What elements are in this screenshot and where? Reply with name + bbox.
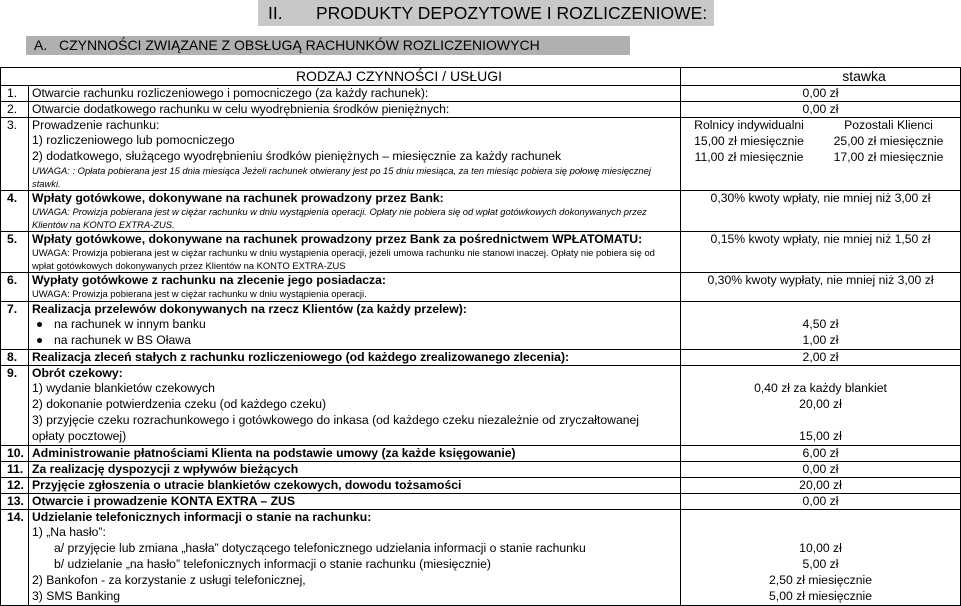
table-row (1, 365, 961, 445)
row-value: 20,00 zł (799, 396, 842, 411)
row-subitem: a/ przyjęcie lub zmiana „hasła” dotyczącego telefonicznego udzielania informacji o stanie rachunku (54, 540, 586, 555)
column-farmers: Rolnicy indywidualni (694, 118, 804, 132)
table-row (1, 461, 961, 477)
row-text: Otwarcie dodatkowego rachunku w celu wyodrębnienia środków pieniężnych: (29, 102, 681, 118)
row-note: UWAGA: Prowizja pobierana jest w ciężar rachunku w dniu wystąpienia operacji, jeżeli umowa rachunku nie stanowi inaczej. Opłaty nie pobiera się od wpłat gotówkowych dokonywanych przez Klientów na KONTO EXTRA-ZUS (32, 247, 655, 271)
row-note: UWAGA: : Opłata pobierana jest 15 dnia miesiąca Jeżeli rachunek otwierany jest po 15 dniu miesiąca, za ten miesiąc pobiera się połowę miesięcznej stawki. (32, 165, 651, 189)
row-value: 6,00 zł (681, 445, 961, 461)
row-value: 20,00 zł (681, 477, 961, 493)
table-row (1, 301, 961, 349)
row-value: 0,30% kwoty wypłaty, nie mniej niż 3,00 zł (681, 273, 961, 302)
table-row (1, 445, 961, 461)
row-value: 15,00 zł (799, 428, 842, 443)
row-value: 0,00 zł (681, 493, 961, 509)
row-value: 2,00 zł (681, 349, 961, 365)
row-value: 5,00 zł (802, 556, 839, 571)
row-number: 6. (1, 273, 29, 302)
row-value: 0,15% kwoty wpłaty, nie mniej niż 1,50 zł (681, 232, 961, 273)
section-title-text: PRODUKTY DEPOZYTOWE I ROZLICZENIOWE: (316, 3, 708, 23)
row-value: 0,00 zł (681, 102, 961, 118)
row-number: 3. (1, 118, 29, 191)
bullet-item: na rachunek w innym banku (32, 317, 677, 333)
row-note: UWAGA: Prowizja pobierana jest w ciężar rachunku w dniu wystąpienia operacji. Opłaty nie pobiera się od wpłat gotówkowych dokonywanych przez Klientów na KONTO EXTRA-ZUS. (32, 206, 647, 230)
row-subitem: 1) rozliczeniowego lub pomocniczego (32, 133, 235, 147)
rate-value: 11,00 zł miesięcznie (694, 150, 804, 164)
row-text: Przyjęcie zgłoszenia o utracie blankietów czekowych, dowodu tożsamości (29, 477, 681, 493)
row-number: 4. (1, 191, 29, 232)
row-number: 11. (1, 461, 29, 477)
row-text: Otwarcie rachunku rozliczeniowego i pomocniczego (za każdy rachunek): (29, 86, 681, 102)
table-row (1, 493, 961, 509)
row-text: Udzielanie telefonicznych informacji o stanie na rachunku: (32, 509, 372, 524)
row-subitem: opłaty pocztowej) (32, 428, 127, 443)
table-row (1, 477, 961, 493)
row-text: Administrowanie płatnościami Klienta na podstawie umowy (za każde księgowanie) (29, 445, 681, 461)
table-header (1, 68, 961, 86)
row-number: 5. (1, 232, 29, 273)
row-value: 2,50 zł miesięcznie (769, 572, 872, 587)
row-text: Prowadzenie rachunku: (32, 118, 160, 132)
row-value: 0,30% kwoty wpłaty, nie mniej niż 3,00 zł (681, 191, 961, 232)
row-text: Wpłaty gotówkowe, dokonywane na rachunek prowadzony przez Bank za pośrednictwem WPŁATOMATU: (32, 232, 643, 246)
row-value: 0,40 zł za każdy blankiet (754, 380, 887, 395)
row-text: Za realizację dyspozycji z wpływów bieżących (29, 461, 681, 477)
row-text: Wpłaty gotówkowe, dokonywane na rachunek prowadzony przez Bank: (32, 191, 444, 205)
row-number: 13. (1, 493, 29, 509)
table-row (1, 191, 961, 232)
row-number: 1. (1, 86, 29, 102)
row-subitem: 3) SMS Banking (32, 588, 121, 603)
row-text: Obrót czekowy: (32, 365, 123, 380)
subsection-title (26, 36, 630, 55)
row-text: Otwarcie i prowadzenie KONTA EXTRA – ZUS (29, 493, 681, 509)
row-number: 12. (1, 477, 29, 493)
table-row (1, 349, 961, 365)
header-rate: stawka (681, 68, 961, 86)
row-subitem: 2) dodatkowego, służącego wyodrębnieniu środków pieniężnych – miesięcznie za każdy rachunek (32, 149, 562, 163)
column-other-clients: Pozostali Klienci (844, 118, 933, 132)
table-row (1, 86, 961, 102)
row-text: Wypłaty gotówkowe z rachunku na zlecenie jego posiadacza: (32, 273, 386, 287)
row-subitem: 3) przyjęcie czeku rozrachunkowego i gotówkowego do inkasa (od każdego czeku niezależnie od zryczałtowanej (32, 412, 640, 427)
row-text: Realizacja przelewów dokonywanych na rzecz Klientów (za każdy przelew): (32, 301, 467, 316)
row-number: 14. (1, 509, 29, 605)
table-row (1, 232, 961, 273)
rate-value: 15,00 zł miesięcznie (694, 134, 804, 148)
bullet-item: na rachunek w BS Oława (32, 333, 677, 349)
table-row (1, 273, 961, 302)
row-text: Realizacja zleceń stałych z rachunku rozliczeniowego (od każdego zrealizowanego zlecenia): (29, 349, 681, 365)
row-note: UWAGA: Prowizja pobierana jest w ciężar rachunku w dniu wystąpienia operacji. (32, 288, 367, 299)
fee-table (0, 67, 961, 606)
row-subitem: 2) Bankofon - za korzystanie z usługi telefonicznej, (32, 572, 306, 587)
row-value: 10,00 zł (799, 540, 842, 555)
row-number: 7. (1, 301, 29, 349)
table-row (1, 118, 961, 191)
row-subitem: 2) dokonanie potwierdzenia czeku (od każdego czeku) (32, 396, 327, 411)
table-row (1, 509, 961, 605)
row-value: 0,00 zł (681, 461, 961, 477)
row-number: 8. (1, 349, 29, 365)
row-value: 0,00 zł (681, 86, 961, 102)
subsection-title-text: CZYNNOŚCI ZWIĄZANE Z OBSŁUGĄ RACHUNKÓW ROZLICZENIOWYCH (59, 37, 540, 53)
row-value: 1,00 zł (802, 332, 839, 347)
row-subitem: b/ udzielanie „na hasło” telefonicznych informacji o stanie rachunku (miesięcznie) (54, 556, 491, 571)
rate-value: 17,00 zł miesięcznie (833, 150, 944, 164)
row-number: 10. (1, 445, 29, 461)
header-activity: RODZAJ CZYNNOŚCI / USŁUGI (1, 68, 681, 86)
section-number: II. (268, 3, 283, 23)
row-number: 9. (1, 365, 29, 445)
subsection-number: A. (34, 37, 48, 53)
row-value: 4,50 zł (802, 316, 839, 331)
row-subitem: 1) „Na hasło”: (32, 524, 106, 539)
row-subitem: 1) wydanie blankietów czekowych (32, 380, 215, 395)
section-title (258, 0, 714, 26)
rate-value: 25,00 zł miesięcznie (833, 134, 944, 148)
row-number: 2. (1, 102, 29, 118)
row-value: 5,00 zł miesięcznie (769, 588, 872, 603)
table-row (1, 102, 961, 118)
